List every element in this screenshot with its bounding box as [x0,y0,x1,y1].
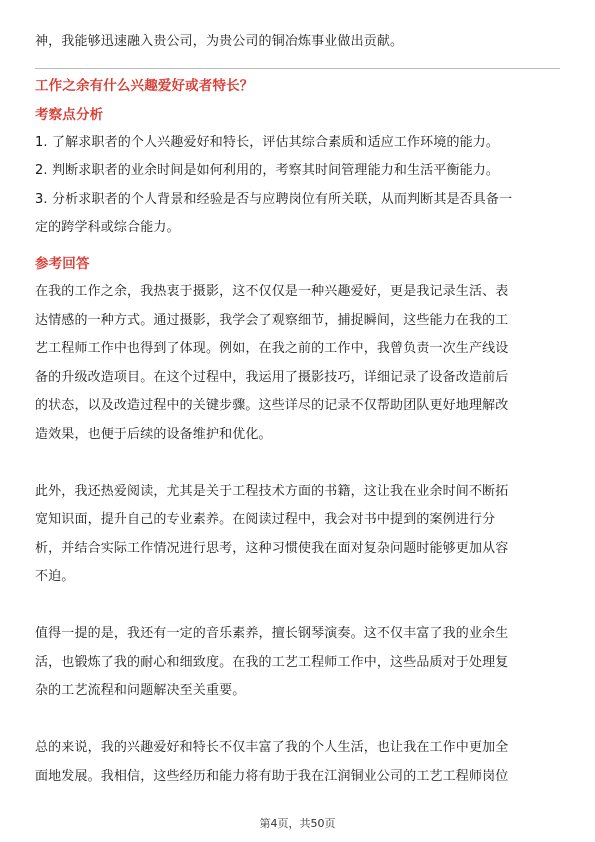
answer-line: 活，也锻炼了我的耐心和细致度。在我的工艺工程师工作中，这些品质对于处理复 [35,655,509,670]
analysis-heading: 考察点分析 [35,107,104,123]
text-line: 神，我能够迅速融入贵公司，为贵公司的铜冶炼事业做出贡献。 [35,34,404,49]
answer-line: 达情感的一种方式。通过摄影，我学会了观察细节，捕捉瞬间，这些能力在我的工 [35,313,509,328]
analysis-line: 1. 了解求职者的个人兴趣爱好和特长，评估其综合素质和适应工作环境的能力。 [35,135,500,150]
answer-line: 析，并结合实际工作情况进行思考，这种习惯使我在面对复杂问题时能够更加从容 [35,541,509,556]
analysis-line: 定的跨学科或综合能力。 [35,220,180,235]
answer-line: 面地发展。我相信，这些经历和能力将有助于我在江润铜业公司的工艺工程师岗位 [35,769,509,784]
answer-line: 在我的工作之余，我热衷于摄影，这不仅仅是一种兴趣爱好，更是我记录生活、表 [35,284,509,299]
answer-line: 此外，我还热爱阅读，尤其是关于工程技术方面的书籍，这让我在业余时间不断拓 [35,484,509,499]
answer-heading: 参考回答 [35,256,90,272]
answer-line: 宽知识面，提升自己的专业素养。在阅读过程中，我会对书中提到的案例进行分 [35,512,496,527]
answer-line: 造效果，也便于后续的设备维护和优化。 [35,427,272,442]
question-heading: 工作之余有什么兴趣爱好或者特长？ [35,78,254,94]
analysis-line: 2. 判断求职者的业余时间是如何利用的，考察其时间管理能力和生活平衡能力。 [35,163,500,178]
answer-line: 艺工程师工作中也得到了体现。例如，在我之前的工作中，我曾负责一次生产线设 [35,341,509,356]
answer-line: 总的来说，我的兴趣爱好和特长不仅丰富了我的个人生活，也让我在工作中更加全 [35,740,509,755]
answer-line: 备的升级改造项目。在这个过程中，我运用了摄影技巧，详细记录了设备改造前后 [35,370,509,385]
answer-line: 不迫。 [35,569,75,584]
answer-line: 杂的工艺流程和问题解决至关重要。 [35,683,246,698]
answer-line: 的状态，以及改造过程中的关键步骤。这些详尽的记录不仅帮助团队更好地理解改 [35,398,509,413]
page-number: 第4页，共50页 [259,817,336,830]
analysis-line: 3. 分析求职者的个人背景和经验是否与应聘岗位有所关联，从而判断其是否具备一 [35,192,513,207]
answer-line: 值得一提的是，我还有一定的音乐素养，擅长钢琴演奏。这不仅丰富了我的业余生 [35,626,509,641]
divider [35,68,560,69]
